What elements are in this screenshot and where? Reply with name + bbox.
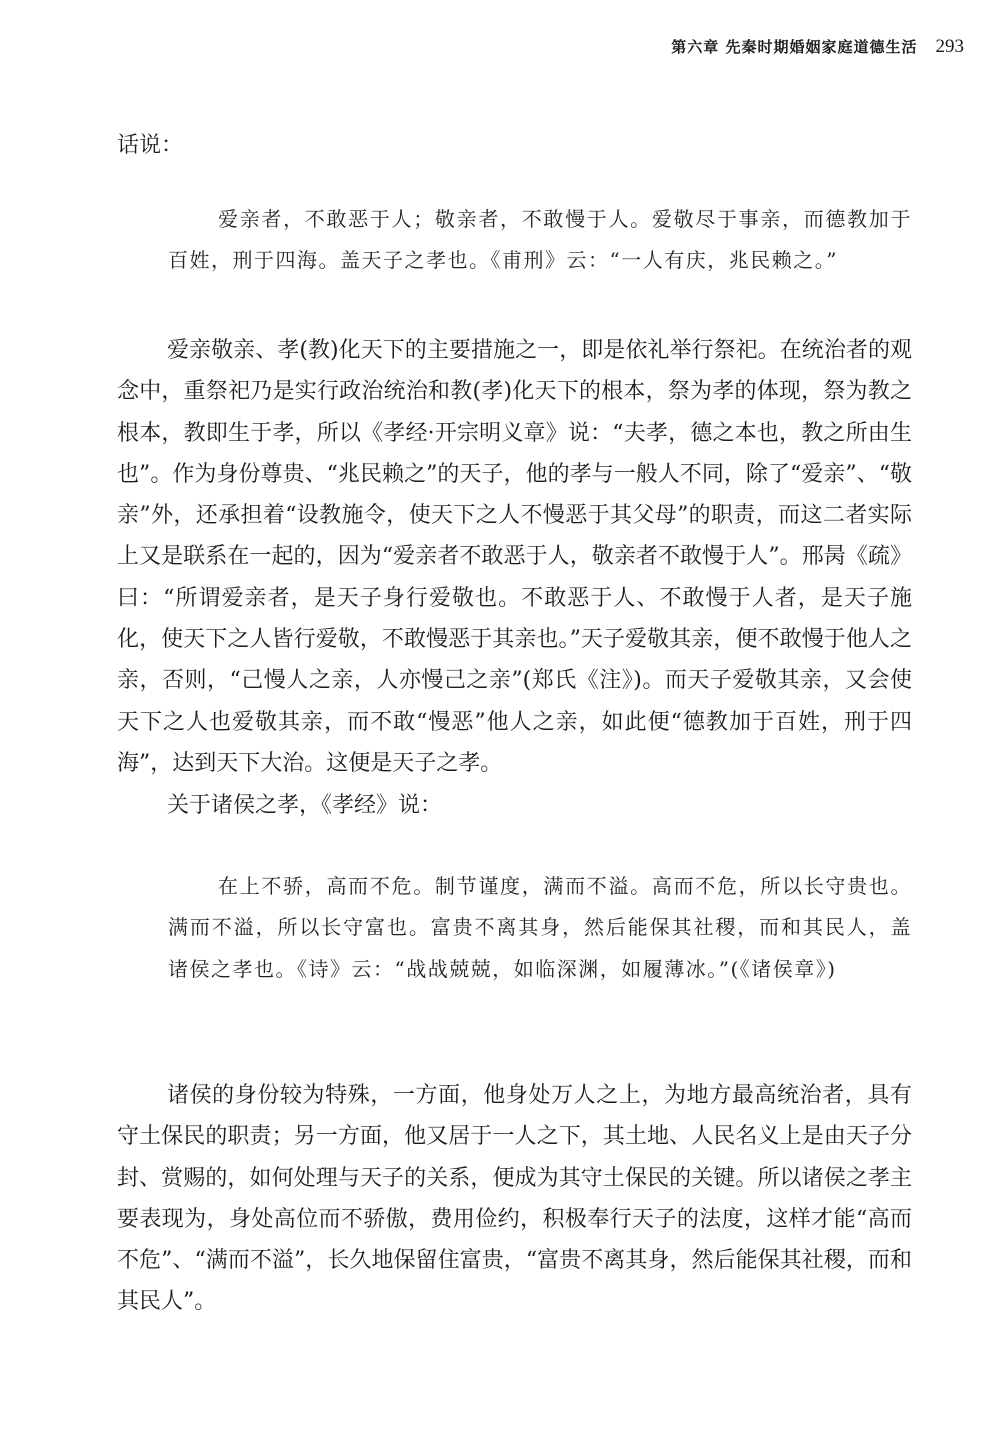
paragraph-tianzi-xiao: 爱亲敬亲、孝(教)化天下的主要措施之一，即是依礼举行祭祀。在统治者的观念中，重祭祀乃是实行政治统治和教(孝)化天下的根本，祭为孝的体现，祭为教之根本，教即生于孝，所以《孝经·开宗明义章》说：“夫孝，德之本也，教之所由生也”。作为身份尊贵、“兆民赖之”的天子，他的孝与一般人不同，除了“爱亲”、“敬亲”外，还承担着“设教施令，使天下之人不慢恶于其父母”的职责，而这二者实际上又是联系在一起的，因为“爱亲者不敢恶于人，敬亲者不敢慢于人”。邢昺《疏》曰：“所谓爱亲者，是天子身行爱敬也。不敢恶于人、不敢慢于人者，是天子施化，使天下之人皆行爱敬，不敢慢恶于其亲也。”天子爱敬其亲，便不敢慢于他人之亲，否则，“己慢人之亲，人亦慢己之亲”(郑氏《注》)。而天子爱敬其亲，又会使天下之人也爱敬其亲，而不敢“慢恶”他人之亲，如此便“德教加于百姓，刑于四海”，达到天下大治。这便是天子之孝。 [117,338,912,776]
page-number: 293 [935,36,964,57]
paragraph-zhuhou-xiao: 诸侯的身份较为特殊，一方面，他身处万人之上，为地方最高统治者，具有守土保民的职责；另一方面，他又居于一人之下，其土地、人民名义上是由天子分封、赏赐的，如何处理与天子的关系，便成为其守土保民的关键。所以诸侯之孝主要表现为，身处高位而不骄傲，费用俭约，积极奉行天子的法度，这样才能“高而不危”、“满而不溢”，长久地保留住富贵，“富贵不离其身，然后能保其社稷，而和其民人”。 [117,1083,912,1315]
chapter-title: 第六章 先秦时期婚姻家庭道德生活 [671,38,918,56]
running-header [671,36,964,58]
paragraph-intro: 话说： [117,133,184,158]
quote-tianzi: 爱亲者，不敢恶于人；敬亲者，不敢慢于人。爱敬尽于事亲，而德教加于百姓，刑于四海。盖天子之孝也。《甫刑》云：“一人有庆，兆民赖之。” [168,207,912,273]
quote-zhuhou: 在上不骄，高而不危。制节谨度，满而不溢。高而不危，所以长守贵也。满而不溢，所以长守富也。富贵不离其身，然后能保其社稷，而和其民人，盖诸侯之孝也。《诗》云：“战战兢兢，如临深渊，如履薄冰。”(《诸侯章》) [168,874,912,981]
paragraph-zhuhou-intro: 关于诸侯之孝，《孝经》说： [167,793,443,818]
